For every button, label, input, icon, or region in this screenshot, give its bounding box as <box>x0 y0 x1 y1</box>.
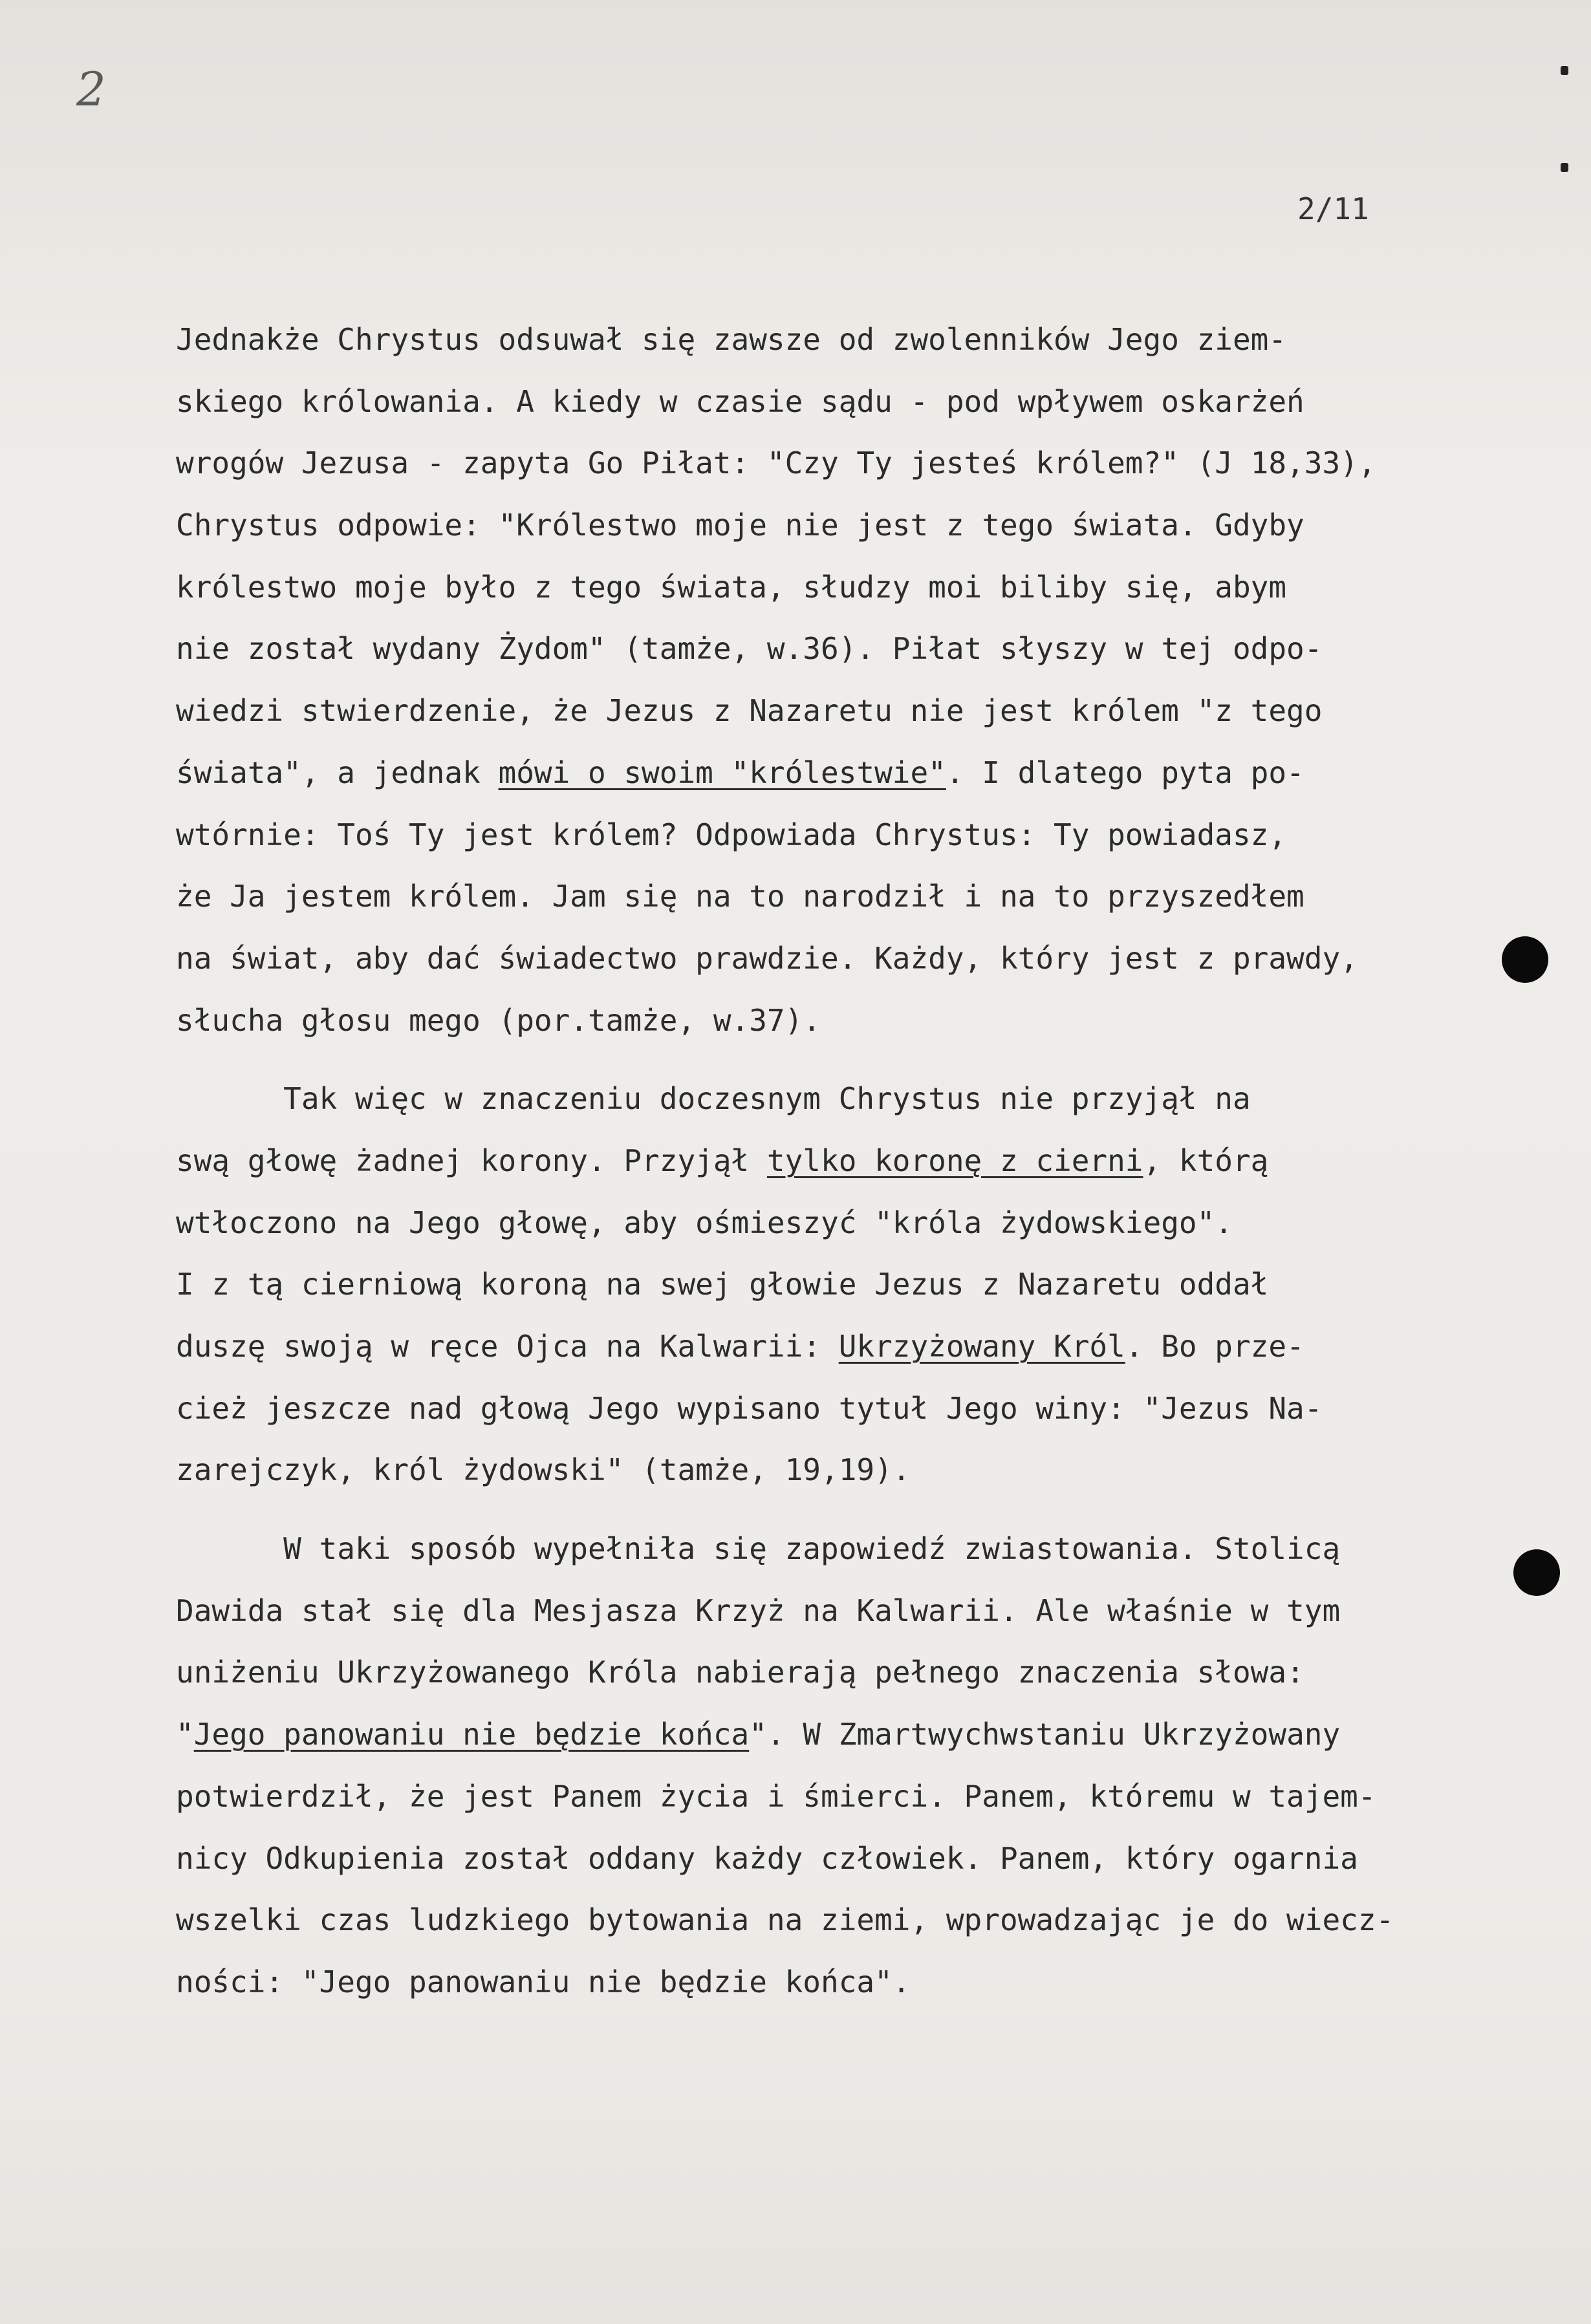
text-segment: wrogów Jezusa - zapyta Go Piłat: "Czy Ty jesteś królem?" (J 18,33), <box>176 446 1376 481</box>
text-segment: wtłoczono na Jego głowę, aby ośmieszyć "króla żydowskiego". <box>176 1205 1233 1240</box>
text-segment: , którą <box>1143 1143 1269 1178</box>
text-segment: W taki sposób wypełniła się zapowiedź zwiastowania. Stolicą <box>176 1531 1341 1567</box>
text-segment: Jednakże Chrystus odsuwał się zawsze od zwolenników Jego ziem- <box>176 322 1287 357</box>
text-line <box>176 1316 1502 1378</box>
text-line <box>176 866 1502 928</box>
text-line <box>176 371 1502 433</box>
text-segment: duszę swoją w ręce Ojca na Kalwarii: <box>176 1329 839 1364</box>
staple-mark <box>1561 163 1568 172</box>
text-segment: Chrystus odpowie: "Królestwo moje nie jest z tego świata. Gdyby <box>176 508 1304 543</box>
text-segment: wtórnie: Toś Ty jest królem? Odpowiada Chrystus: Ty powiadasz, <box>176 817 1287 852</box>
paragraph <box>176 309 1502 1051</box>
text-line <box>176 1889 1502 1952</box>
text-line <box>176 680 1502 742</box>
text-segment: ności: "Jego panowaniu nie będzie końca". <box>176 1964 911 1999</box>
punch-hole <box>1502 936 1548 983</box>
text-segment: na świat, aby dać świadectwo prawdzie. Każdy, który jest z prawdy, <box>176 940 1358 976</box>
text-line <box>176 433 1502 495</box>
text-segment: . I dlatego pyta po- <box>946 755 1304 790</box>
text-line <box>176 1952 1502 2014</box>
text-line <box>176 1518 1502 1580</box>
text-line <box>176 742 1502 804</box>
punch-hole <box>1513 1549 1560 1596</box>
text-segment: ". W Zmartwychwstaniu Ukrzyżowany <box>749 1717 1341 1752</box>
text-segment: wiedzi stwierdzenie, że Jezus z Nazaretu nie jest królem "z tego <box>176 693 1323 729</box>
text-segment: potwierdził, że jest Panem życia i śmierci. Panem, któremu w tajem- <box>176 1778 1376 1814</box>
text-line <box>176 309 1502 371</box>
text-line <box>176 1068 1502 1130</box>
paragraph <box>176 1068 1502 1501</box>
text-line <box>176 495 1502 557</box>
underlined-phrase: Ukrzyżowany Król <box>838 1329 1125 1364</box>
page-number: 2/11 <box>1297 191 1369 226</box>
text-segment: wszelki czas ludzkiego bytowania na ziemi, wprowadzając je do wiecz- <box>176 1902 1394 1938</box>
staple-mark <box>1561 66 1568 75</box>
text-segment: zarejczyk, król żydowski" (tamże, 19,19). <box>176 1452 911 1488</box>
text-segment: Tak więc w znaczeniu doczesnym Chrystus nie przyjął na <box>176 1081 1251 1117</box>
text-line <box>176 990 1502 1052</box>
text-segment: swą głowę żadnej korony. Przyjął <box>176 1143 767 1178</box>
text-line <box>176 1130 1502 1192</box>
text-line <box>176 557 1502 619</box>
text-line <box>176 1192 1502 1254</box>
text-line <box>176 928 1502 990</box>
text-segment: nie został wydany Żydom" (tamże, w.36). Piłat słyszy w tej odpo- <box>176 631 1323 667</box>
text-segment: uniżeniu Ukrzyżowanego Króla nabierają pełnego znaczenia słowa: <box>176 1655 1304 1690</box>
underlined-phrase: tylko koronę z cierni <box>766 1143 1143 1178</box>
text-segment: skiego królowania. A kiedy w czasie sądu - pod wpływem oskarżeń <box>176 383 1304 419</box>
text-segment: I z tą cierniową koroną na swej głowie Jezus z Nazaretu oddał <box>176 1267 1269 1302</box>
text-line <box>176 1642 1502 1704</box>
text-line <box>176 1704 1502 1766</box>
underlined-phrase: mówi o swoim "królestwie" <box>498 755 946 790</box>
paragraph-gap <box>176 1051 1502 1068</box>
text-line <box>176 618 1502 680</box>
underlined-phrase: Jego panowaniu nie będzie końca <box>193 1717 750 1752</box>
text-segment: słucha głosu mego (por.tamże, w.37). <box>176 1002 821 1038</box>
text-line <box>176 1254 1502 1316</box>
body-text <box>176 309 1502 2014</box>
text-segment: cież jeszcze nad głową Jego wypisano tytuł Jego winy: "Jezus Na- <box>176 1390 1323 1426</box>
text-segment: nicy Odkupienia został oddany każdy człowiek. Panem, który ogarnia <box>176 1840 1358 1876</box>
text-segment: że Ja jestem królem. Jam się na to narodził i na to przyszedłem <box>176 879 1304 914</box>
paragraph <box>176 1518 1502 2014</box>
text-line <box>176 1439 1502 1501</box>
text-segment: " <box>176 1717 194 1752</box>
paragraph-gap <box>176 1501 1502 1518</box>
text-line <box>176 1766 1502 1828</box>
text-segment: Dawida stał się dla Mesjasza Krzyż na Kalwarii. Ale właśnie w tym <box>176 1593 1341 1628</box>
text-segment: świata", a jednak <box>176 755 499 790</box>
handwritten-page-mark: 2 <box>76 62 106 116</box>
text-line <box>176 804 1502 866</box>
text-segment: królestwo moje było z tego świata, słudzy moi biliby się, abym <box>176 569 1287 605</box>
text-line <box>176 1378 1502 1440</box>
text-line <box>176 1580 1502 1642</box>
text-line <box>176 1828 1502 1890</box>
text-segment: . Bo prze- <box>1125 1329 1304 1364</box>
